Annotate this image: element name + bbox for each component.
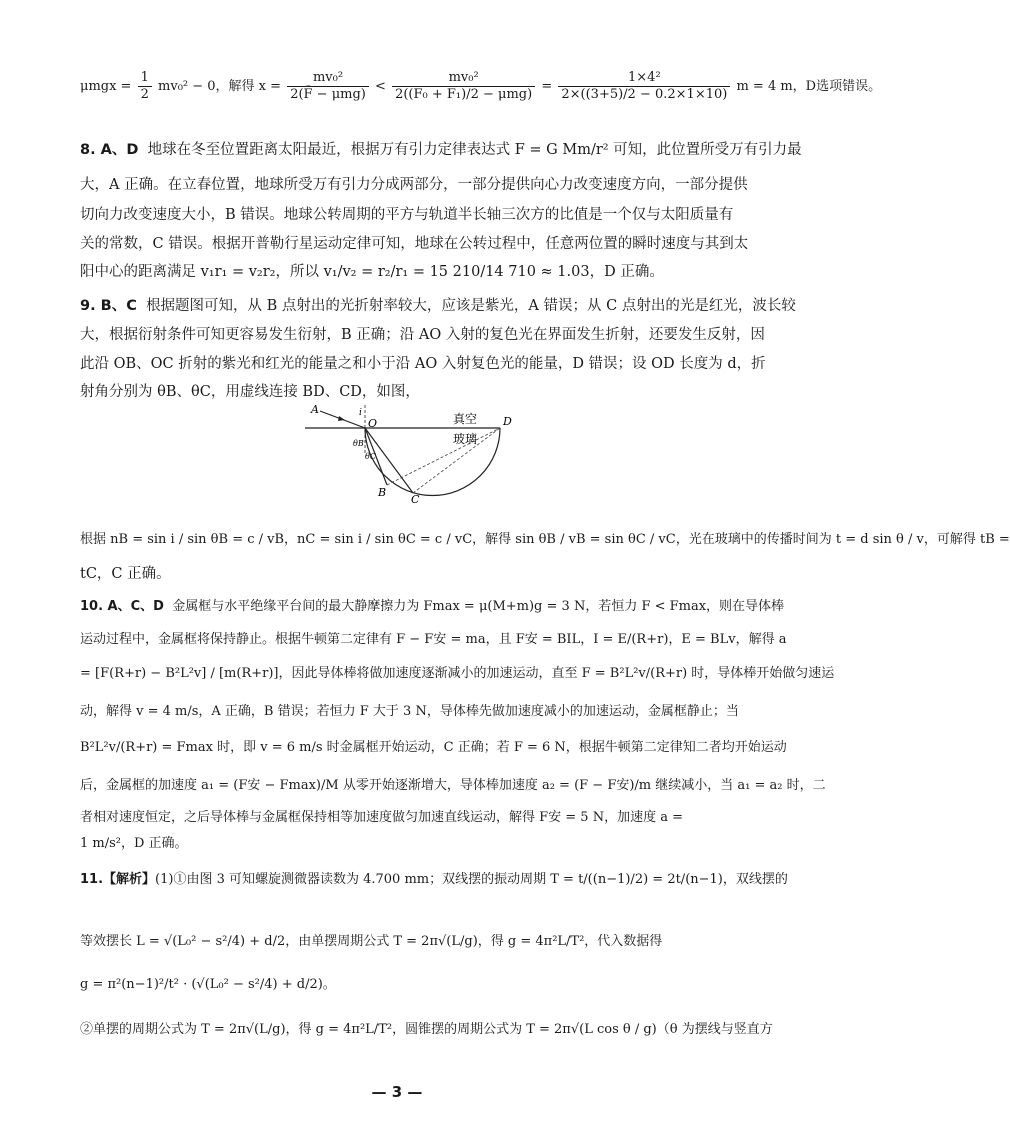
q10-line-8: 1 m/s²，D 正确。 — [80, 836, 188, 851]
q11-line-2: 等效摆长 L = √(L₀² − s²/4) + d/2，由单摆周期公式 T = 2π√(L/g)，得 g = 4π²L/T²，代入数据得 — [80, 934, 663, 949]
q10-text: 金属框与水平绝缘平台间的最大静摩擦力为 Fmax = μ(M+m)g = 3 N，若恒力 F < Fmax，则在导体棒 — [172, 599, 785, 614]
label-d: D — [503, 415, 512, 428]
label-b: B — [378, 486, 387, 499]
label-o: O — [368, 417, 378, 430]
optics-svg — [305, 403, 520, 506]
eq-text: = — [541, 79, 553, 94]
page-number: — 3 — — [371, 1083, 423, 1101]
q9-line-3: 此沿 OB、OC 折射的紫光和红光的能量之和小于沿 AO 入射复色光的能量，D 错误；设 OD 长度为 d，折 — [80, 356, 766, 372]
eq-text: < — [375, 79, 386, 94]
fraction — [558, 70, 730, 103]
frac-den: 2((F₀ + F₁)/2 − μmg) — [395, 87, 533, 102]
optics-diagram — [305, 403, 520, 506]
label-vacuum: 真空 — [453, 412, 478, 426]
q10-number: 10. A、C、D — [80, 599, 164, 614]
eq-text: mv₀² − 0，解得 x = — [158, 79, 282, 94]
q11-number: 11.【解析】 — [80, 872, 156, 887]
q8-line-4: 关的常数，C 错误。根据开普勒行星运动定律可知，地球在公转过程中，任意两位置的瞬时速度与其到太 — [80, 236, 749, 252]
q10-line-2: 运动过程中，金属框将保持静止。根据牛顿第二定律有 F − F安 = ma，且 F安 = BIL，I = E/(R+r)，E = BLv，解得 a — [80, 632, 787, 647]
label-a: A — [311, 403, 319, 416]
q11-line-1 — [80, 870, 788, 890]
label-c: C — [411, 493, 420, 506]
q11-line-3: g = π²(n−1)²/t² · (√(L₀² − s²/4) + d/2)。 — [80, 977, 336, 992]
q11-line-4: ②单摆的周期公式为 T = 2π√(L/g)，得 g = 4π²L/T²，圆锥摆的周期公式为 T = 2π√(L cos θ / g)（θ 为摆线与竖直方 — [80, 1022, 773, 1037]
q10-line-3: = [F(R+r) − B²L²v] / [m(R+r)]，因此导体棒将做加速度逐渐减小的加速运动，直至 F = B²L²v/(R+r) 时，导体棒开始做匀速运 — [80, 666, 835, 681]
q10-line-5: B²L²v/(R+r) = Fmax 时，即 v = 6 m/s 时金属框开始运动，C 正确；若 F = 6 N，根据牛顿第二定律知二者均开始运动 — [80, 740, 787, 755]
label-i: i — [359, 408, 362, 418]
eq-text: m = 4 m，D选项错误。 — [736, 79, 882, 94]
frac-num: 1×4² — [558, 70, 730, 87]
q8-number: 8. A、D — [80, 142, 139, 158]
label-glass: 玻璃 — [453, 432, 478, 446]
q9-line-2: 大，根据衍射条件可知更容易发生衍射，B 正确；沿 AO 入射的复色光在界面发生折射，还要发生反射，因 — [80, 327, 765, 343]
q9-after-line-2: tC，C 正确。 — [80, 566, 171, 582]
frac-den: 2×((3+5)/2 − 0.2×1×10) — [561, 87, 728, 102]
q9-text: 根据题图可知，从 B 点射出的光折射率较大，应该是紫光，A 错误；从 C 点射出的光是红光，波长较 — [146, 298, 796, 314]
frac-num: mv₀² — [287, 70, 369, 87]
q9-line-4: 射角分别为 θB、θC，用虚线连接 BD、CD，如图， — [80, 384, 420, 400]
label-theta-c: θC — [365, 452, 376, 461]
fraction — [287, 70, 369, 103]
q8-line-3: 切向力改变速度大小，B 错误。地球公转周期的平方与轨道半长轴三次方的比值是一个仅与太阳质量有 — [80, 207, 734, 223]
q10-line-4: 动，解得 v = 4 m/s，A 正确，B 错误；若恒力 F 大于 3 N，导体棒先做加速度减小的加速运动，金属框静止；当 — [80, 704, 739, 719]
q9-after-line-1: 根据 nB = sin i / sin θB = c / vB，nC = sin i / sin θC = c / vC，解得 sin θB / vB = sin θC / vC，光在玻璃中的传播时间为 t = d sin θ / v，可解得 tB = — [80, 532, 1010, 547]
q10-line-1 — [80, 597, 785, 617]
eq-text: μmgx = — [80, 79, 132, 94]
q11-text: (1)①由图 3 可知螺旋测微器读数为 4.700 mm；双线摆的振动周期 T = t/((n−1)/2) = 2t/(n−1)，双线摆的 — [155, 872, 788, 887]
q8-line-2: 大，A 正确。在立春位置，地球所受万有引力分成两部分，一部分提供向心力改变速度方向，一部分提供 — [80, 177, 748, 193]
frac-num: 1 — [138, 70, 152, 87]
q9-line-1 — [80, 296, 796, 316]
q8-line-5: 阳中心的距离满足 v₁r₁ = v₂r₂，所以 v₁/v₂ = r₂/r₁ = 15 210/14 710 ≈ 1.03，D 正确。 — [80, 264, 664, 280]
q10-line-7: 者相对速度恒定，之后导体棒与金属框保持相等加速度做匀加速直线运动，解得 F安 = 5 N，加速度 a = — [80, 810, 683, 825]
fraction — [138, 70, 152, 103]
fraction — [392, 70, 535, 103]
frac-num: mv₀² — [392, 70, 535, 87]
frac-den: 2(F̄ − μmg) — [290, 87, 366, 102]
q10-line-6: 后，金属框的加速度 a₁ = (F安 − Fmax)/M 从零开始逐渐增大，导体棒加速度 a₂ = (F − F安)/m 继续减小，当 a₁ = a₂ 时，二 — [80, 778, 826, 793]
top-equation — [80, 70, 882, 103]
label-theta-b: θB — [353, 439, 364, 448]
frac-den: 2 — [140, 87, 149, 102]
q8-line-1 — [80, 140, 802, 160]
q9-number: 9. B、C — [80, 298, 137, 314]
q8-text: 地球在冬至位置距离太阳最近，根据万有引力定律表达式 F = G Mm/r² 可知，此位置所受万有引力最 — [147, 142, 802, 158]
